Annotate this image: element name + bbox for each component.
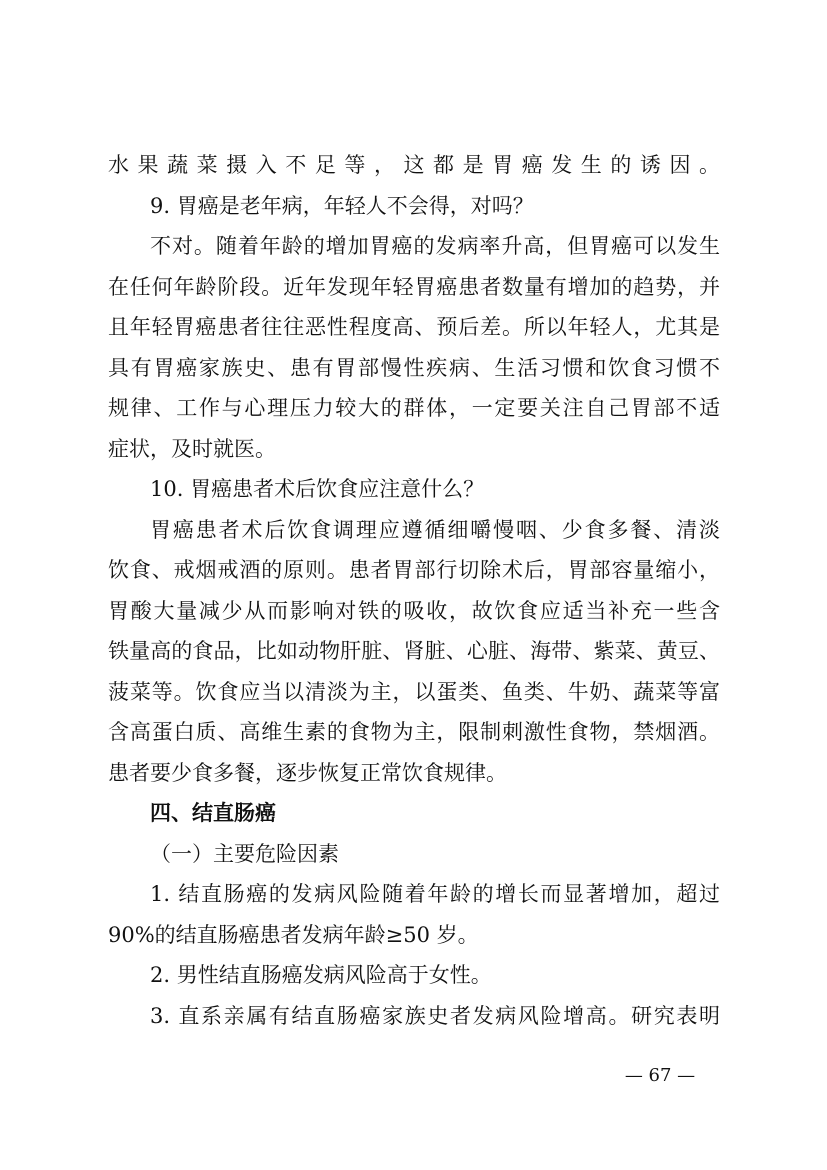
list-item: 3. 直系亲属有结直肠癌家族史者发病风险增高。研究表明: [150, 1003, 720, 1028]
paragraph-line: 规律、工作与心理压力较大的群体，一定要关注自己胃部不适: [108, 396, 720, 420]
list-item: 1. 结直肠癌的发病风险随着年龄的增长而显著增加，超过: [150, 882, 720, 906]
paragraph-line: 90%的结直肠癌患者发病年龄≥50 岁。: [108, 922, 479, 947]
paragraph-line: 胃酸大量减少从而影响对铁的吸收，故饮食应适当补充一些含: [108, 598, 720, 623]
paragraph-line: 症状，及时就医。: [108, 436, 276, 461]
section-heading: 四、结直肠癌: [150, 801, 276, 825]
paragraph-line: 含高蛋白质、高维生素的食物为主，限制刺激性食物，禁烟酒。: [108, 720, 720, 744]
page-number: — 67 —: [624, 1065, 696, 1086]
paragraph-line: 且年轻胃癌患者往往恶性程度高、预后差。所以年轻人，尤其是: [108, 315, 720, 339]
paragraph-line: 菠菜等。饮食应当以清淡为主，以蛋类、鱼类、牛奶、蔬菜等富: [108, 679, 720, 704]
paragraph-line: 具有胃癌家族史、患有胃部慢性疾病、生活习惯和饮食习惯不: [108, 355, 720, 380]
paragraph-line: 患者要少食多餐，逐步恢复正常饮食规律。: [108, 760, 507, 785]
paragraph-line: 胃癌患者术后饮食调理应遵循细嚼慢咽、少食多餐、清淡: [150, 517, 720, 542]
paragraph-line: 水果蔬菜摄入不足等，这都是胃癌发生的诱因。: [108, 153, 720, 177]
list-item: 2. 男性结直肠癌发病风险高于女性。: [150, 963, 492, 987]
paragraph-line: 饮食、戒烟戒酒的原则。患者胃部行切除术后，胃部容量缩小，: [108, 558, 720, 582]
question-9: 9. 胃癌是老年病，年轻人不会得，对吗？: [150, 193, 534, 218]
paragraph-line: 在任何年龄阶段。近年发现年轻胃癌患者数量有增加的趋势，并: [108, 274, 720, 299]
paragraph-line: 不对。随着年龄的增加胃癌的发病率升高，但胃癌可以发生: [150, 234, 720, 258]
question-10: 10. 胃癌患者术后饮食应注意什么？: [150, 477, 485, 501]
subsection-heading: （一）主要危险因素: [150, 841, 339, 866]
paragraph-line: 铁量高的食品，比如动物肝脏、肾脏、心脏、海带、紫菜、黄豆、: [108, 639, 720, 663]
body-text: [108, 145, 720, 1036]
